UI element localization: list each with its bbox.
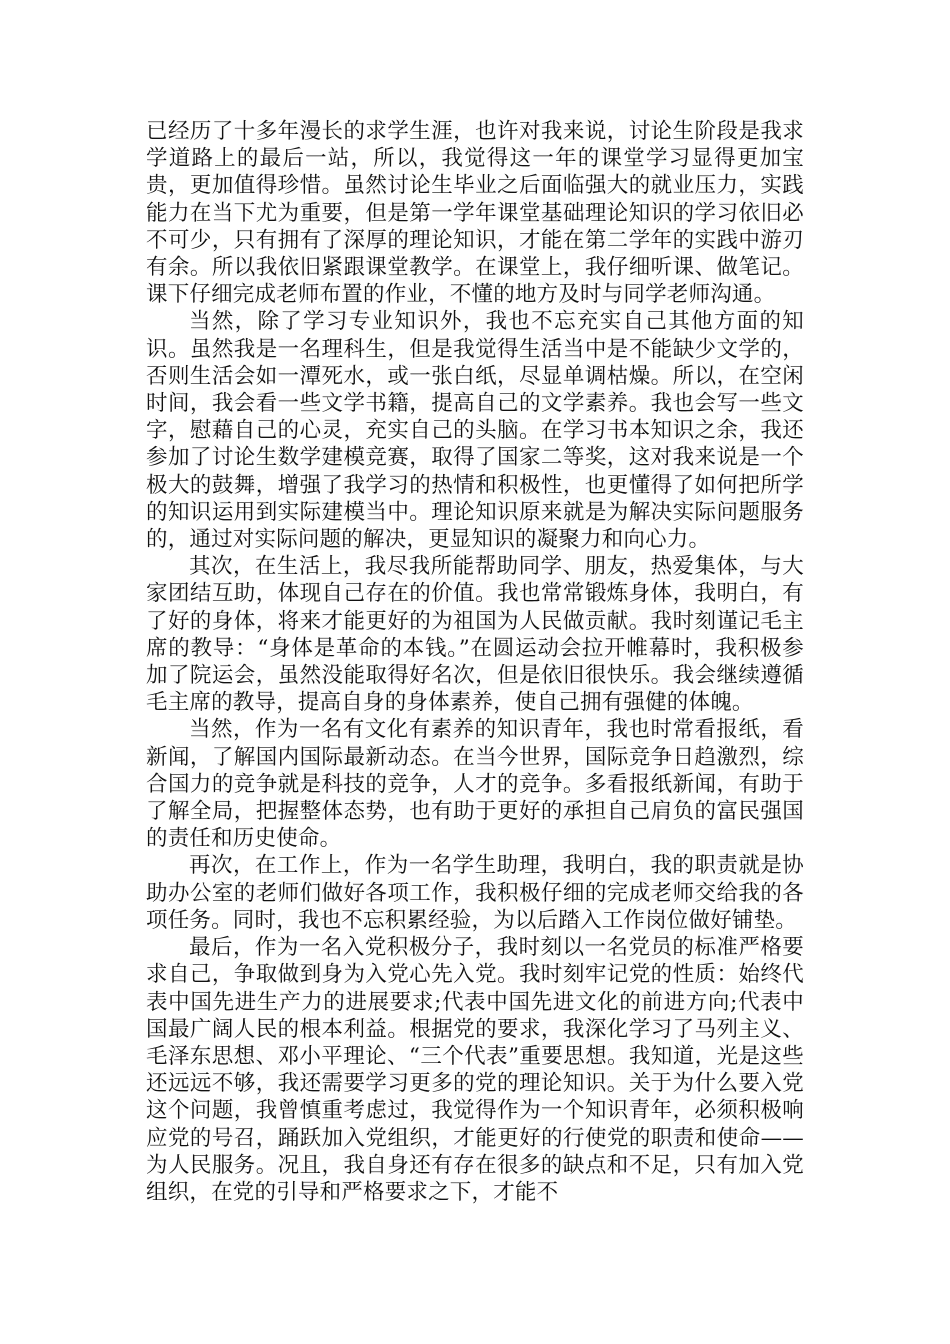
paragraph-work: 再次，在工作上，作为一名学生助理，我明白，我的职责就是协助办公室的老师们做好各项工作，我积极仔细的完成老师交给我的各项任务。同时，我也不忘积累经验，为以后踏入工作岗位做好铺垫。 — [146, 853, 804, 933]
paragraph-knowledge: 当然，除了学习专业知识外，我也不忘充实自己其他方面的知识。虽然我是一名理科生，但是我觉得生活当中是不能缺少文学的，否则生活会如一潭死水，或一张白纸，尽显单调枯燥。所以，在空闲时间，我会看一些文学书籍，提高自己的文学素养。我也会写一些文字，慰藉自己的心灵，充实自己的头脑。在学习书本知识之余，我还参加了讨论生数学建模竞赛，取得了国家二等奖，这对我来说是一个极大的鼓舞，增强了我学习的热情和积极性，也更懂得了如何把所学的知识运用到实际建模当中。理论知识原来就是为解决实际问题服务的，通过对实际问题的解决，更显知识的凝聚力和向心力。 — [146, 309, 804, 553]
paragraph-life: 其次，在生活上，我尽我所能帮助同学、朋友，热爱集体，与大家团结互助，体现自己存在的价值。我也常常锻炼身体，我明白，有了好的身体，将来才能更好的为祖国为人民做贡献。我时刻谨记毛主席的教导：“身体是革命的本钱。”在圆运动会拉开帷幕时，我积极参加了院运会，虽然没能取得好名次，但是依旧很快乐。我会继续遵循毛主席的教导，提高自身的身体素养，使自己拥有强健的体魄。 — [146, 554, 804, 716]
paragraph-party: 最后，作为一名入党积极分子，我时刻以一名党员的标准严格要求自己，争取做到身为入党心先入党。我时刻牢记党的性质：始终代表中国先进生产力的进展要求;代表中国先进文化的前进方向;代表中国最广阔人民的根本利益。根据党的要求，我深化学习了马列主义、毛泽东思想、邓小平理论、“三个代表”重要思想。我知道，光是这些还远远不够，我还需要学习更多的党的理论知识。关于为什么要入党这个问题，我曾慎重考虑过，我觉得作为一个知识青年，必须积极响应党的号召，踊跃加入党组织，才能更好的行使党的职责和使命——为人民服务。况且，我自身还有存在很多的缺点和不足，只有加入党组织，在党的引导和严格要求之下，才能不 — [146, 935, 804, 1205]
document-body — [146, 118, 804, 1206]
paragraph-news: 当然，作为一名有文化有素养的知识青年，我也时常看报纸，看新闻，了解国内国际最新动态。在当今世界，国际竞争日趋激烈，综合国力的竞争就是科技的竞争，人才的竞争。多看报纸新闻，有助于了解全局，把握整体态势，也有助于更好的承担自己肩负的富民强国的责任和历史使命。 — [146, 717, 804, 852]
paragraph-study: 已经历了十多年漫长的求学生涯，也许对我来说，讨论生阶段是我求学道路上的最后一站，所以，我觉得这一年的课堂学习显得更加宝贵，更加值得珍惜。虽然讨论生毕业之后面临强大的就业压力，实践能力在当下尤为重要，但是第一学年课堂基础理论知识的学习依旧必不可少，只有拥有了深厚的理论知识，才能在第二学年的实践中游刃有余。所以我依旧紧跟课堂教学。在课堂上，我仔细听课、做笔记。课下仔细完成老师布置的作业，不懂的地方及时与同学老师沟通。 — [146, 119, 804, 308]
